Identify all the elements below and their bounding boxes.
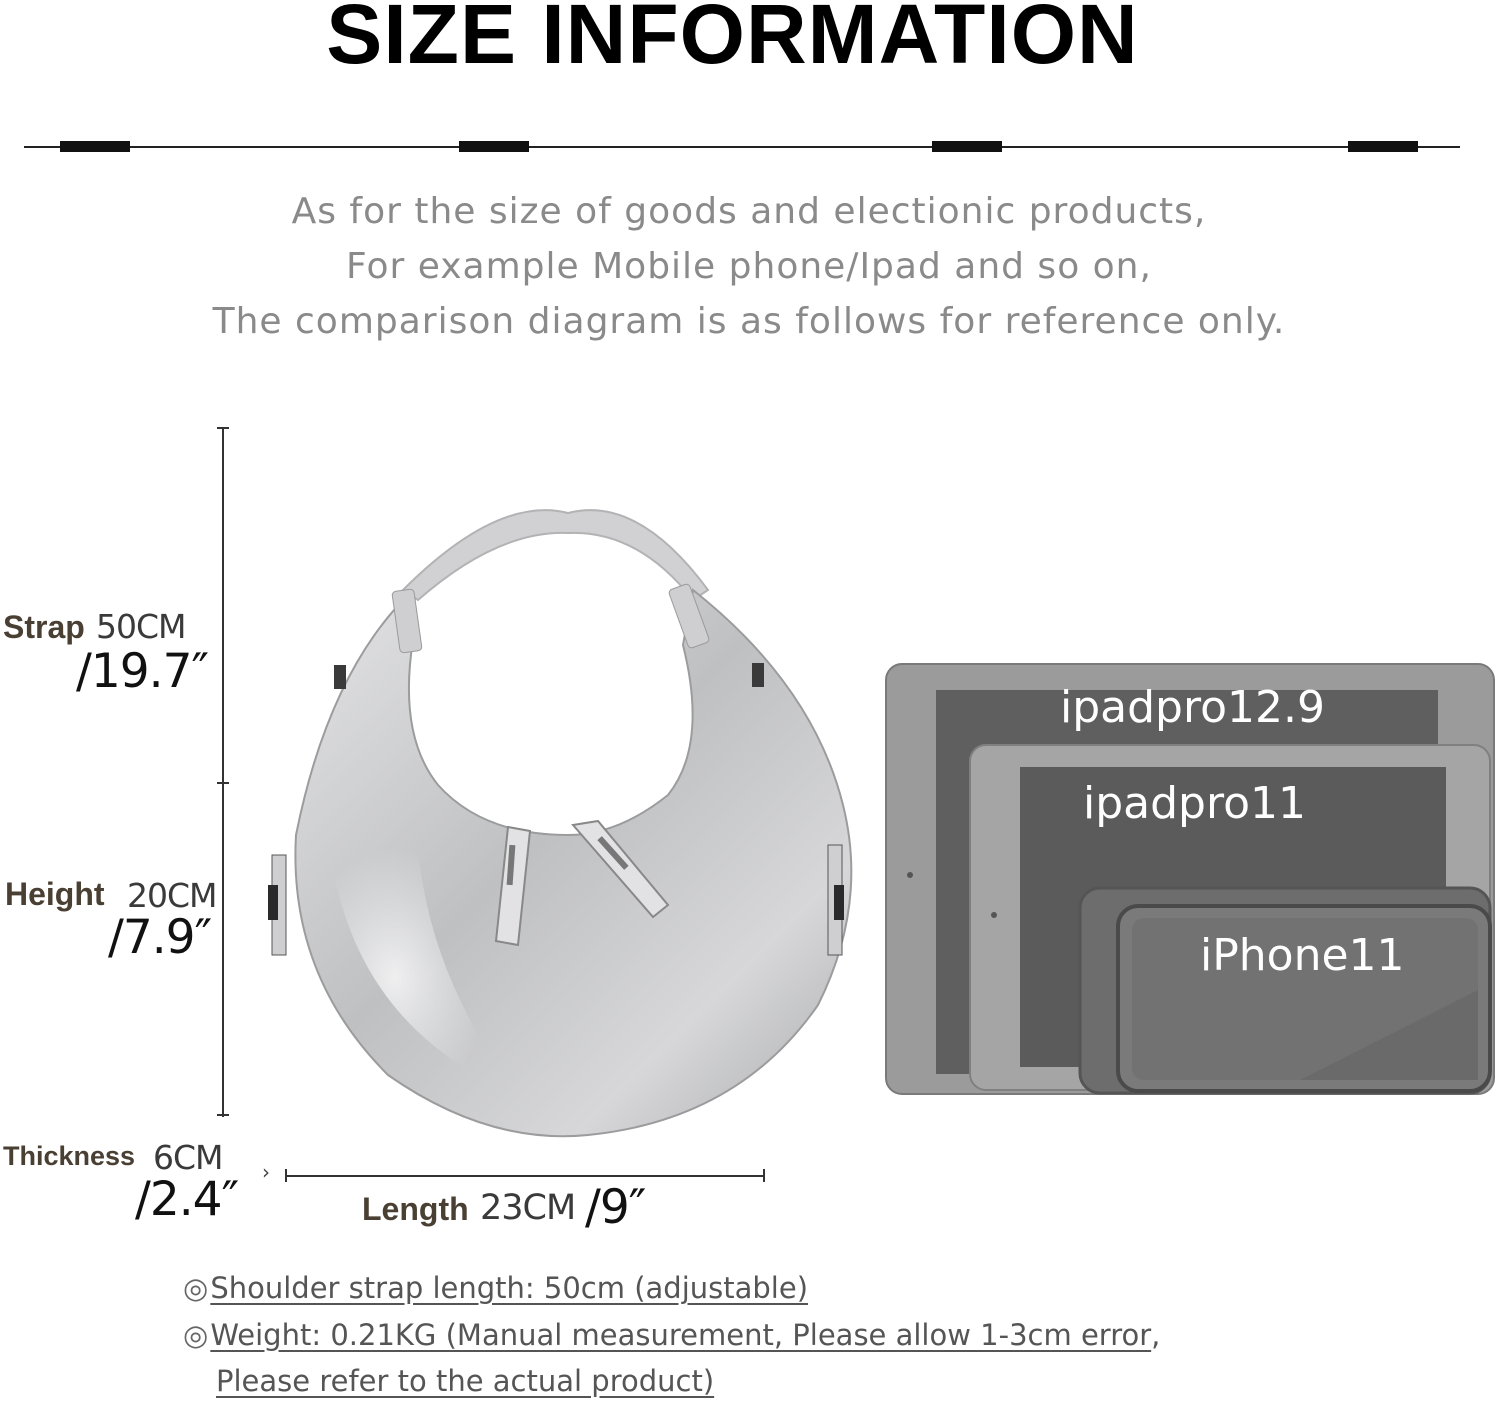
strap-label: Strap <box>3 609 85 645</box>
strap-inch: /19.7″ <box>76 644 209 699</box>
divider-mark <box>932 141 1002 152</box>
measure-tick <box>217 782 229 784</box>
ipad-pro-11-label: ipadpro11 <box>1083 778 1307 829</box>
ipad-pro-12-9-label: ipadpro12.9 <box>1060 682 1325 733</box>
length-label: Length <box>362 1191 469 1227</box>
thickness-label: Thickness <box>3 1141 136 1171</box>
measure-tick <box>217 427 229 429</box>
divider-mark <box>459 141 529 152</box>
intro-line-2: For example Mobile phone/Ipad and so on, <box>346 246 1152 287</box>
height-label: Height <box>5 876 105 912</box>
weight-note-text: Weight: 0.21KG (Manual measurement, Please allow 1-3cm error <box>210 1318 1152 1352</box>
weight-note-text-2: Please refer to the actual product) <box>216 1364 715 1398</box>
strap-note <box>183 1271 808 1305</box>
measure-tick <box>285 1169 287 1182</box>
weight-note-comma: , <box>1151 1318 1161 1352</box>
bullet-mark-icon: ◎ <box>183 1318 209 1352</box>
length-measure-line <box>286 1175 764 1177</box>
weight-note <box>183 1318 1160 1352</box>
intro-line-1: As for the size of goods and electionic products, <box>291 191 1207 232</box>
thickness-arrow-icon: › <box>262 1160 270 1184</box>
height-inch: /7.9″ <box>108 910 212 965</box>
weight-note-continued <box>216 1364 714 1398</box>
divider-mark <box>1348 141 1418 152</box>
thickness-cm: 6CM <box>153 1138 223 1177</box>
strap-note-text: Shoulder strap length: 50cm (adjustable) <box>210 1271 809 1305</box>
intro-text <box>0 184 1498 349</box>
strap-cm: 50CM <box>96 607 186 646</box>
bag-handle <box>403 510 708 600</box>
bullet-mark-icon: ◎ <box>183 1271 209 1305</box>
height-cm: 20CM <box>127 876 217 915</box>
measure-tick <box>763 1169 765 1182</box>
divider-line <box>24 146 1460 148</box>
height-measure-line <box>222 427 224 1117</box>
thickness-inch: /2.4″ <box>135 1172 239 1227</box>
length-cm: 23CM <box>480 1188 576 1228</box>
length-inch: /9″ <box>585 1180 646 1235</box>
intro-line-3: The comparison diagram is as follows for reference only. <box>212 301 1286 342</box>
page-title: SIZE INFORMATION <box>326 0 1139 81</box>
measure-tick <box>217 1114 229 1116</box>
handbag-image <box>268 505 868 1145</box>
iphone-11-label: iPhone11 <box>1200 930 1405 981</box>
divider-mark <box>60 141 130 152</box>
